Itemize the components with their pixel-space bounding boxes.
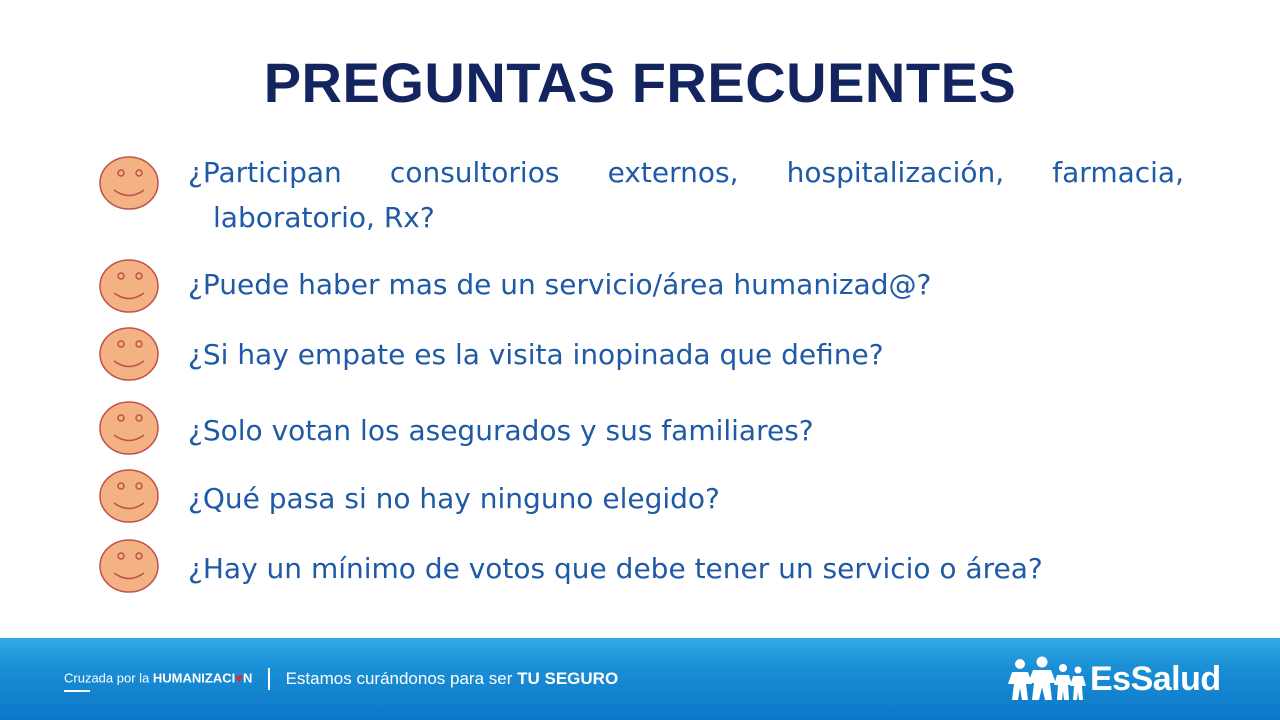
smiley-face-icon [98, 155, 160, 211]
campaign-prefix: Cruzada por la [64, 670, 150, 686]
tagline-text: Estamos curándonos para ser [285, 669, 513, 688]
tagline-bold: TU SEGURO [517, 669, 619, 688]
footer-banner [0, 638, 1280, 720]
campaign-name [153, 670, 252, 685]
brand-name: EsSalud [1090, 660, 1221, 698]
page-title: PREGUNTAS FRECUENTES [263, 51, 1017, 114]
question-text: ¿Qué pasa si no hay ninguno elegido? [188, 482, 720, 515]
smiley-face-icon [98, 258, 160, 314]
question-text: ¿Si hay empate es la visita inopinada que define? [188, 338, 884, 371]
smiley-face-icon [98, 468, 160, 524]
campaign-name-part: N [242, 670, 253, 686]
question-text: ¿Participan consultorios externos, hospitalización, farmacia, [188, 156, 1184, 189]
smiley-face-icon [98, 400, 160, 456]
smiley-face-icon [98, 326, 160, 382]
heart-icon: ♥ [235, 670, 243, 686]
question-text: ¿Hay un mínimo de votos que debe tener un servicio o área? [188, 552, 1043, 585]
campaign-name-part: HUMANIZACI [152, 670, 236, 686]
question-text-continued: laboratorio, Rx? [213, 201, 435, 234]
smiley-face-icon [98, 538, 160, 594]
tagline [286, 669, 619, 688]
question-text: ¿Puede haber mas de un servicio/área humanizad@? [188, 268, 932, 301]
question-text: ¿Solo votan los asegurados y sus familiares? [188, 414, 814, 447]
campaign-slogan [64, 668, 618, 690]
decorative-underline [64, 690, 90, 692]
divider [268, 668, 270, 690]
